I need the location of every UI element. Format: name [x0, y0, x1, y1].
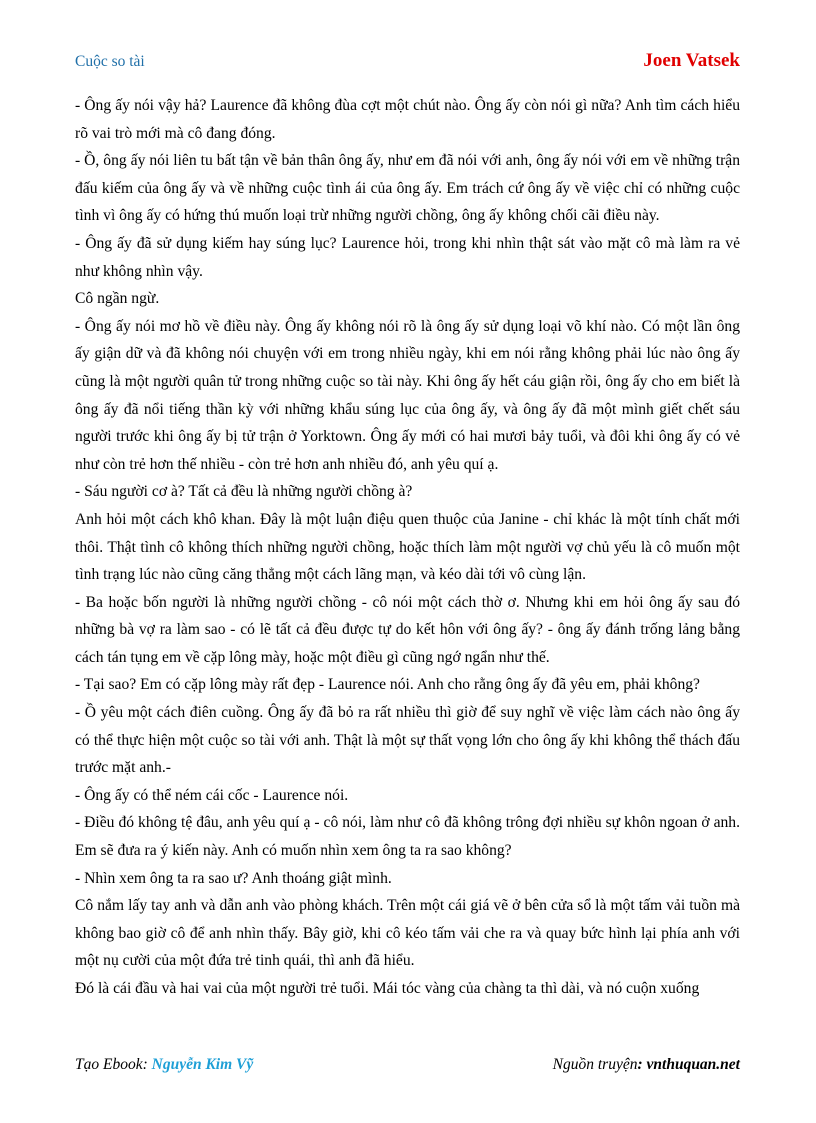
- paragraph: - Ông ấy nói mơ hồ về điều này. Ông ấy không nói rõ là ông ấy sử dụng loại võ khí nào. Có một lần ông ấy giận dữ và đã không nói chuyện với em trong nhiều ngày, khi em nói rằng không phải lúc nào ông ấy cũng là một người quân tử trong những cuộc so tài này. Khi ông ấy hết cáu giận rồi, ông ấy cho em biết là ông ấy đã nổi tiếng thần kỳ với những khẩu súng lục của ông ấy, và ông ấy đã một mình giết chết sáu người trước khi ông ấy bị tử trận ở Yorktown. Ông ấy mới có hai mươi bảy tuổi, và đôi khi ông ấy có vẻ như còn trẻ hơn thế nhiều - còn trẻ hơn anh nhiều đó, anh yêu quí ạ.: [75, 317, 740, 473]
- source-site: vnthuquan.net: [646, 1056, 740, 1073]
- paragraph: - Ồ yêu một cách điên cuồng. Ông ấy đã bỏ ra rất nhiều thì giờ để suy nghĩ về việc làm cách nào ông ấy có thể thực hiện một cuộc so tài với anh. Thật là một sự thất vọng lớn cho ông ấy khi không thể thách đấu trước mặt anh.-: [75, 704, 740, 777]
- paragraph: - Nhìn xem ông ta ra sao ư? Anh thoáng giật mình.: [75, 869, 392, 887]
- paragraph: Anh hỏi một cách khô khan. Đây là một luận điệu quen thuộc của Janine - chỉ khác là một tính chất mới thôi. Thật tình cô không thích những người chồng, hoặc thích làm một người vợ chủ yếu là cô muốn một tình trạng lúc nào cũng căng thẳng một cách lãng mạn, và kéo dài tới vô cùng lận.: [75, 510, 740, 584]
- source-separator: :: [637, 1056, 647, 1073]
- paragraph: - Ông ấy nói vậy hả? Laurence đã không đùa cợt một chút nào. Ông ấy còn nói gì nữa? Anh tìm cách hiểu rõ vai trò mới mà cô đang đóng.: [75, 97, 740, 142]
- paragraph: - Ba hoặc bốn người là những người chồng - cô nói một cách thờ ơ. Nhưng khi em hỏi ông ấy sau đó những bà vợ ra làm sao - có lẽ tất cả đều được tự do kết hôn với ông ấy? - ông ấy đánh trống lảng bằng cách tán tụng em về cặp lông mày, hoặc một điều gì cũng ngớ ngẩn như thế.: [75, 593, 740, 666]
- source-label: Nguồn truyện: [552, 1056, 638, 1073]
- paragraph: - Ông ấy có thể ném cái cốc - Laurence nói.: [75, 786, 349, 804]
- page-body: [75, 92, 740, 1003]
- paragraph: - Tại sao? Em có cặp lông mày rất đẹp - Laurence nói. Anh cho rằng ông ấy đã yêu em, phải không?: [75, 676, 700, 694]
- ebook-separator: :: [142, 1056, 152, 1073]
- paragraph: - Điều đó không tệ đâu, anh yêu quí ạ - cô nói, làm như cô đã không trông đợi nhiều sự khôn ngoan ở anh. Em sẽ đưa ra ý kiến này. Anh có muốn nhìn xem ông ta ra sao không?: [75, 814, 740, 860]
- paragraph: - Ông ấy đã sử dụng kiếm hay súng lục? Laurence hỏi, trong khi nhìn thật sát vào mặt cô mà làm ra vẻ như không nhìn vậy.: [75, 234, 740, 280]
- ebook-credit: [75, 1056, 253, 1074]
- source-credit: [553, 1056, 740, 1074]
- paragraph: Cô nắm lấy tay anh và dẫn anh vào phòng khách. Trên một cái giá vẽ ở bên cửa sổ là một tấm vải tuồn mà không bao giờ cô để anh nhìn thấy. Bây giờ, khi cô kéo tấm vải che ra và quay bức hình lại phía anh với một nụ cười của một đứa trẻ tinh quái, thì anh đã hiểu.: [75, 897, 740, 970]
- ebook-creator-name: Nguyễn Kim Vỹ: [151, 1056, 254, 1073]
- book-title: Cuộc so tài: [75, 53, 145, 70]
- author-name: Joen Vatsek: [643, 50, 740, 71]
- paragraph: Đó là cái đầu và hai vai của một người trẻ tuổi. Mái tóc vàng của chàng ta thì dài, và nó cuộn xuống: [75, 980, 700, 997]
- paragraph: - Ồ, ông ấy nói liên tu bất tận về bản thân ông ấy, như em đã nói với anh, ông ấy nói với em về những trận đấu kiếm của ông ấy và về những cuộc tình ái của ông ấy. Em trách cứ ông ấy về việc chỉ có những cuộc tình vì ông ấy có hứng thú muốn loại trừ những người chồng, ông ấy không chối cãi điều này.: [75, 152, 740, 225]
- paragraph: - Sáu người cơ à? Tất cả đều là những người chồng à?: [75, 483, 413, 501]
- paragraph: Cô ngần ngừ.: [75, 290, 160, 308]
- ebook-label: Tạo Ebook: [75, 1056, 143, 1073]
- page-footer: [75, 1056, 740, 1078]
- page-header: [75, 50, 740, 76]
